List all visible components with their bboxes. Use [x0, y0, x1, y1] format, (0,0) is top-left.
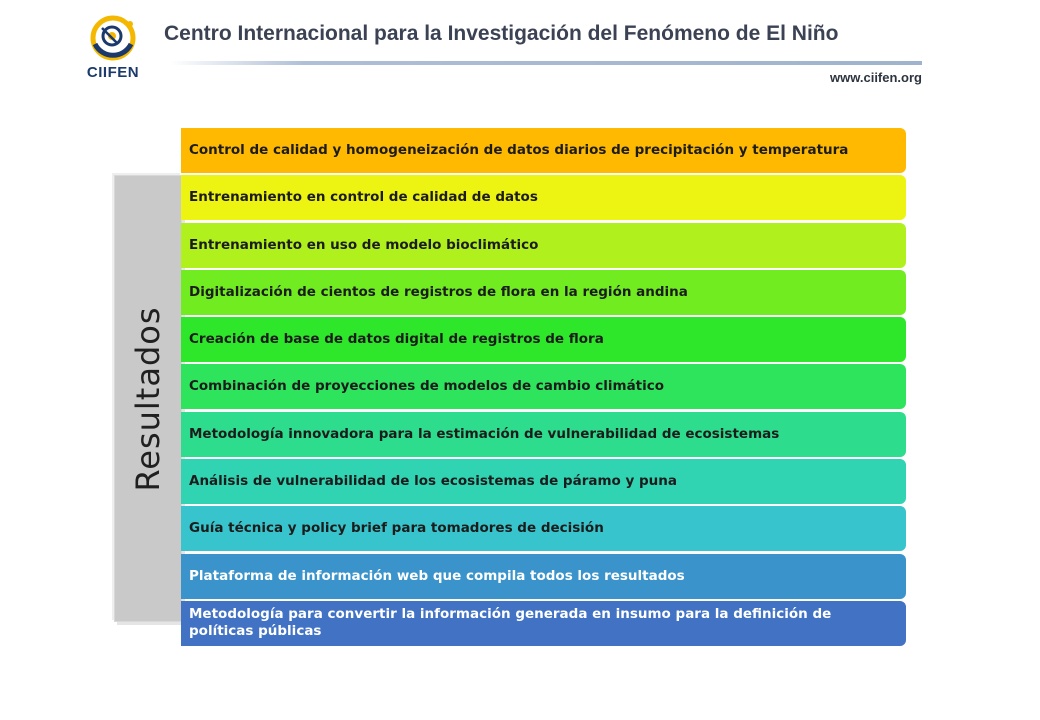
results-list	[181, 128, 906, 648]
result-item: Metodología innovadora para la estimación de vulnerabilidad de ecosistemas	[181, 412, 906, 457]
result-item: Digitalización de cientos de registros de flora en la región andina	[181, 270, 906, 315]
result-item: Plataforma de información web que compila todos los resultados	[181, 554, 906, 599]
result-item: Combinación de proyecciones de modelos de cambio climático	[181, 364, 906, 409]
header-divider	[170, 61, 922, 65]
result-item: Metodología para convertir la información generada en insumo para la definición de políticas públicas	[181, 601, 906, 646]
logo-text: CIIFEN	[86, 64, 140, 81]
ciifen-emblem-icon	[78, 14, 148, 64]
result-item: Guía técnica y policy brief para tomadores de decisión	[181, 506, 906, 551]
ciifen-logo	[78, 14, 148, 90]
results-label: Resultados	[129, 305, 167, 492]
result-item: Análisis de vulnerabilidad de los ecosistemas de páramo y puna	[181, 459, 906, 504]
header-title: Centro Internacional para la Investigación del Fenómeno de El Niño	[164, 22, 839, 45]
website-url: www.ciifen.org	[830, 70, 922, 85]
result-item: Entrenamiento en control de calidad de datos	[181, 175, 906, 220]
result-item: Control de calidad y homogeneización de datos diarios de precipitación y temperatura	[181, 128, 906, 173]
result-item: Creación de base de datos digital de registros de flora	[181, 317, 906, 362]
result-item: Entrenamiento en uso de modelo bioclimático	[181, 223, 906, 268]
results-side-panel	[114, 175, 182, 622]
